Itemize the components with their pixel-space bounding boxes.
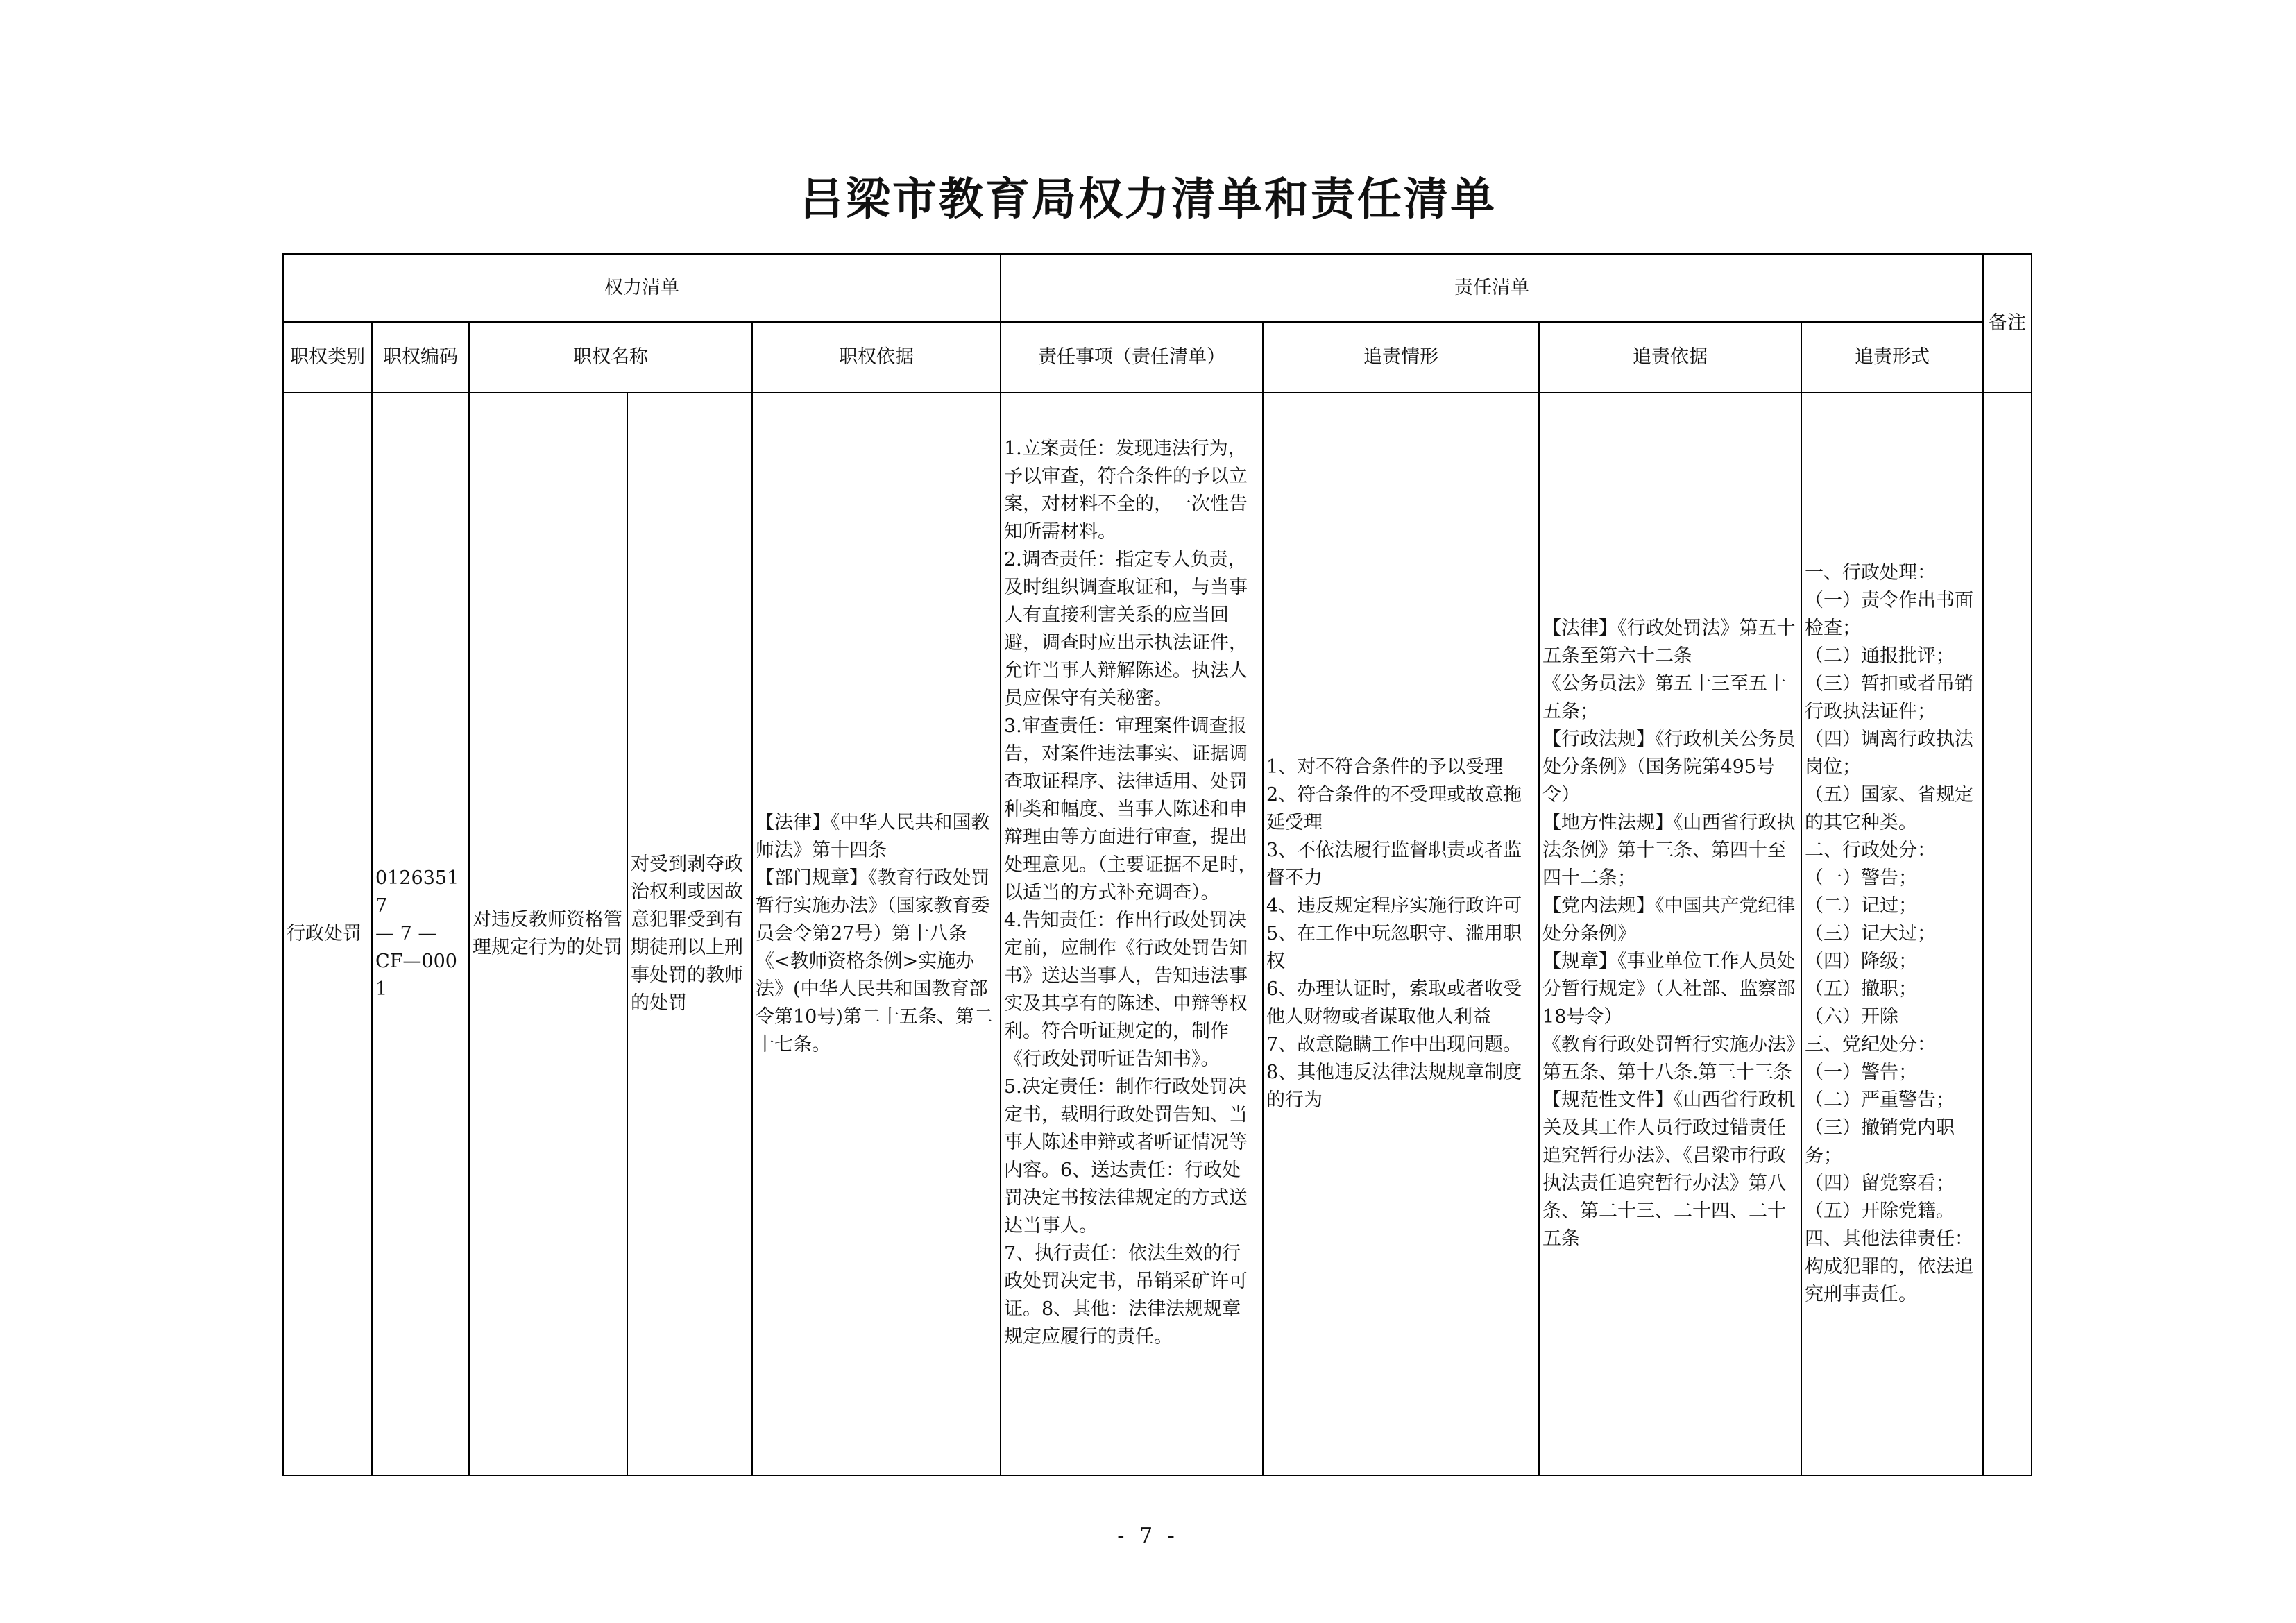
cell-forms: 一、行政处理： （一）责令作出书面检查； （二）通报批评； （三）暂扣或者吊销行政执法证件； （四）调离行政执法岗位； （五）国家、省规定的其它种类。 二、行政处分： （一）警告； （二）记过； （三）记大过； （四）降级； （五）撤职； （六）开除 三、党纪处分： （一）警告； （二）严重警告； （三）撤销党内职务； （四）留党察看； （五）开除党籍。 四、其他法律责任：构成犯罪的，依法追究刑事责任。 [1801, 393, 1983, 1475]
cell-code: 01263517 — 7 — CF—0001 [372, 393, 469, 1475]
responsibility-list-header: 责任清单 [1001, 254, 1983, 322]
col-header-accountability-basis: 追责依据 [1539, 322, 1801, 393]
col-header-duties: 责任事项（责任清单） [1001, 322, 1263, 393]
cell-name-sub: 对受到剥夺政治权利或因故意犯罪受到有期徒刑以上刑事处罚的教师的处罚 [627, 393, 752, 1475]
col-header-basis: 职权依据 [752, 322, 1001, 393]
col-header-code: 职权编码 [372, 322, 469, 393]
page-number: - 7 - [1117, 1524, 1179, 1548]
col-header-situations: 追责情形 [1263, 322, 1539, 393]
cell-remarks [1983, 393, 2032, 1475]
cell-duties: 1.立案责任：发现违法行为，予以审查，符合条件的予以立案，对材料不全的，一次性告知所需材料。 2.调查责任：指定专人负责，及时组织调查取证和，与当事人有直接利害关系的应当回避，调查时应出示执法证件，允许当事人辩解陈述。执法人员应保守有关秘密。 3.审查责任：审理案件调查报告，对案件违法事实、证据调查取证程序、法律适用、处罚种类和幅度、当事人陈述和申辩理由等方面进行审查，提出处理意见。（主要证据不足时，以适当的方式补充调查）。 4.告知责任：作出行政处罚决定前，应制作《行政处罚告知书》送达当事人，告知违法事实及其享有的陈述、申辩等权利。符合听证规定的，制作《行政处罚听证告知书》。 5.决定责任：制作行政处罚决定书，载明行政处罚告知、当事人陈述申辩或者听证情况等内容。6、送达责任：行政处罚决定书按法律规定的方式送达当事人。 7、执行责任：依法生效的行政处罚决定书，吊销采矿许可证。8、其他：法律法规规章规定应履行的责任。 [1001, 393, 1263, 1475]
document-title: 吕梁市教育局权力清单和责任清单 [799, 174, 1497, 226]
cell-accountability-basis: 【法律】《行政处罚法》第五十五条至第六十二条 《公务员法》第五十三至五十五条； 【行政法规】《行政机关公务员处分条例》（国务院第495号令） 【地方性法规】《山西省行政执法条例》第十三条、第四十至四十二条； 【党内法规】《中国共产党纪律处分条例》 【规章】《事业单位工作人员处分暂行规定》（人社部、监察部18号令） 《教育行政处罚暂行实施办法》第五条、第十八条.第三十三条 【规范性文件】《山西省行政机关及其工作人员行政过错责任追究暂行办法》、《吕梁市行政执法责任追究暂行办法》第八条、第二十三、二十四、二十五条 [1539, 393, 1801, 1475]
col-header-name: 职权名称 [469, 322, 752, 393]
remarks-header: 备注 [1983, 254, 2032, 393]
power-responsibility-table [282, 253, 2032, 1476]
cell-category: 行政处罚 [283, 393, 372, 1475]
cell-situations: 1、对不符合条件的予以受理 2、符合条件的不受理或故意拖延受理 3、不依法履行监督职责或者监督不力 4、违反规定程序实施行政许可 5、在工作中玩忽职守、滥用职权 6、办理认证时，索取或者收受他人财物或者谋取他人利益 7、故意隐瞒工作中出现问题。 8、其他违反法律法规规章制度的行为 [1263, 393, 1539, 1475]
col-header-category: 职权类别 [283, 322, 372, 393]
col-header-forms: 追责形式 [1801, 322, 1983, 393]
cell-name-main: 对违反教师资格管理规定行为的处罚 [469, 393, 627, 1475]
cell-basis: 【法律】《中华人民共和国教师法》第十四条 【部门规章】《教育行政处罚暂行实施办法》（国家教育委员会令第27号）第十八条 《<教师资格条例>实施办法》(中华人民共和国教育部令第10号)第二十五条、第二十七条。 [752, 393, 1001, 1475]
power-list-header: 权力清单 [283, 254, 1001, 322]
